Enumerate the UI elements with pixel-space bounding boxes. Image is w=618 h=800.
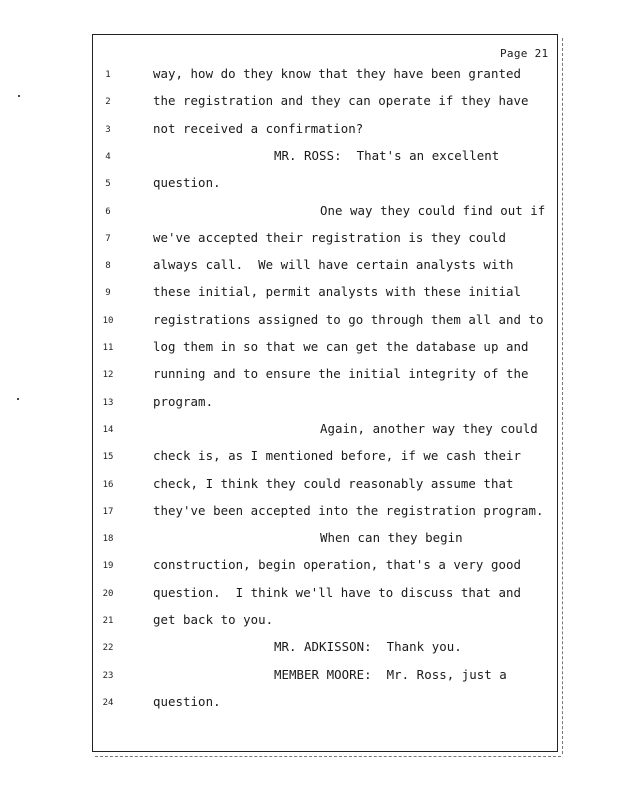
transcript-line <box>0 612 618 632</box>
line-number: 24 <box>102 697 114 708</box>
line-number: 14 <box>102 424 114 435</box>
transcript-line <box>0 639 618 659</box>
transcript-line <box>0 503 618 523</box>
line-number: 11 <box>102 343 114 353</box>
line-text: running and to ensure the initial integrity of the <box>153 366 529 382</box>
transcript-line <box>0 476 618 496</box>
transcript-line <box>0 312 618 332</box>
line-text: MEMBER MOORE: Mr. Ross, just a <box>274 666 507 682</box>
line-text: check, I think they could reasonably assume that <box>153 475 514 491</box>
transcript-line <box>0 284 618 304</box>
transcript-line <box>0 148 618 168</box>
transcript-line <box>0 366 618 386</box>
line-text: question. <box>153 693 221 709</box>
line-text: these initial, permit analysts with these initial <box>153 284 521 300</box>
transcript-line <box>0 585 618 605</box>
line-number: 21 <box>102 616 114 626</box>
transcript-line <box>0 448 618 468</box>
line-number: 15 <box>102 452 114 463</box>
line-number: 3 <box>105 124 111 135</box>
transcript-line <box>0 557 618 577</box>
transcript-line <box>0 667 618 687</box>
scan-speck <box>17 398 19 400</box>
transcript-line <box>0 530 618 550</box>
transcript-line <box>0 175 618 195</box>
line-number: 5 <box>105 179 111 190</box>
line-text: When can they begin <box>320 530 463 546</box>
line-number: 22 <box>102 643 114 654</box>
transcript-line <box>0 257 618 277</box>
transcript-line <box>0 66 618 86</box>
line-text: log them in so that we can get the database up and <box>153 339 529 354</box>
line-text: the registration and they can operate if they have <box>153 93 529 109</box>
transcript-line <box>0 230 618 250</box>
line-number: 18 <box>102 534 114 545</box>
line-number: 4 <box>105 151 111 162</box>
line-text: not received a confirmation? <box>153 120 364 136</box>
line-number: 8 <box>105 261 111 272</box>
transcript-line <box>0 421 618 441</box>
line-number: 20 <box>102 588 114 599</box>
page-edge-bottom <box>95 754 561 757</box>
line-text: construction, begin operation, that's a very good <box>153 557 521 573</box>
transcript-line <box>0 694 618 714</box>
transcript-line <box>0 93 618 113</box>
line-text: MR. ADKISSON: Thank you. <box>274 639 462 655</box>
line-number: 7 <box>105 233 111 244</box>
line-text: they've been accepted into the registration program. <box>153 502 544 518</box>
line-number: 17 <box>102 506 114 517</box>
line-number: 12 <box>102 370 114 381</box>
transcript-line <box>0 121 618 141</box>
line-text: check is, as I mentioned before, if we cash their <box>153 448 521 464</box>
scan-speck <box>18 95 20 97</box>
line-text: we've accepted their registration is they could <box>153 229 506 245</box>
page-number: Page 21 <box>500 47 549 60</box>
line-number: 23 <box>102 670 114 681</box>
line-number: 9 <box>105 288 111 299</box>
line-number: 2 <box>105 97 111 108</box>
line-text: Again, another way they could <box>320 420 538 436</box>
line-number: 13 <box>102 397 114 408</box>
transcript-line <box>0 339 618 359</box>
line-number: 19 <box>102 561 114 572</box>
line-text: always call. We will have certain analysts with <box>153 257 514 273</box>
line-text: program. <box>153 393 214 409</box>
line-text: get back to you. <box>153 612 274 627</box>
line-text: way, how do they know that they have been granted <box>153 66 521 81</box>
line-text: question. I think we'll have to discuss that and <box>153 584 521 600</box>
line-number: 10 <box>102 315 114 326</box>
transcript-line <box>0 203 618 223</box>
line-text: One way they could find out if <box>320 202 546 218</box>
line-text: question. <box>153 175 221 191</box>
transcript-line <box>0 394 618 414</box>
line-text: MR. ROSS: That's an excellent <box>274 147 500 163</box>
line-number: 1 <box>105 70 111 80</box>
line-number: 6 <box>105 206 111 217</box>
line-text: registrations assigned to go through them all and to <box>153 311 544 327</box>
line-number: 16 <box>102 479 114 490</box>
